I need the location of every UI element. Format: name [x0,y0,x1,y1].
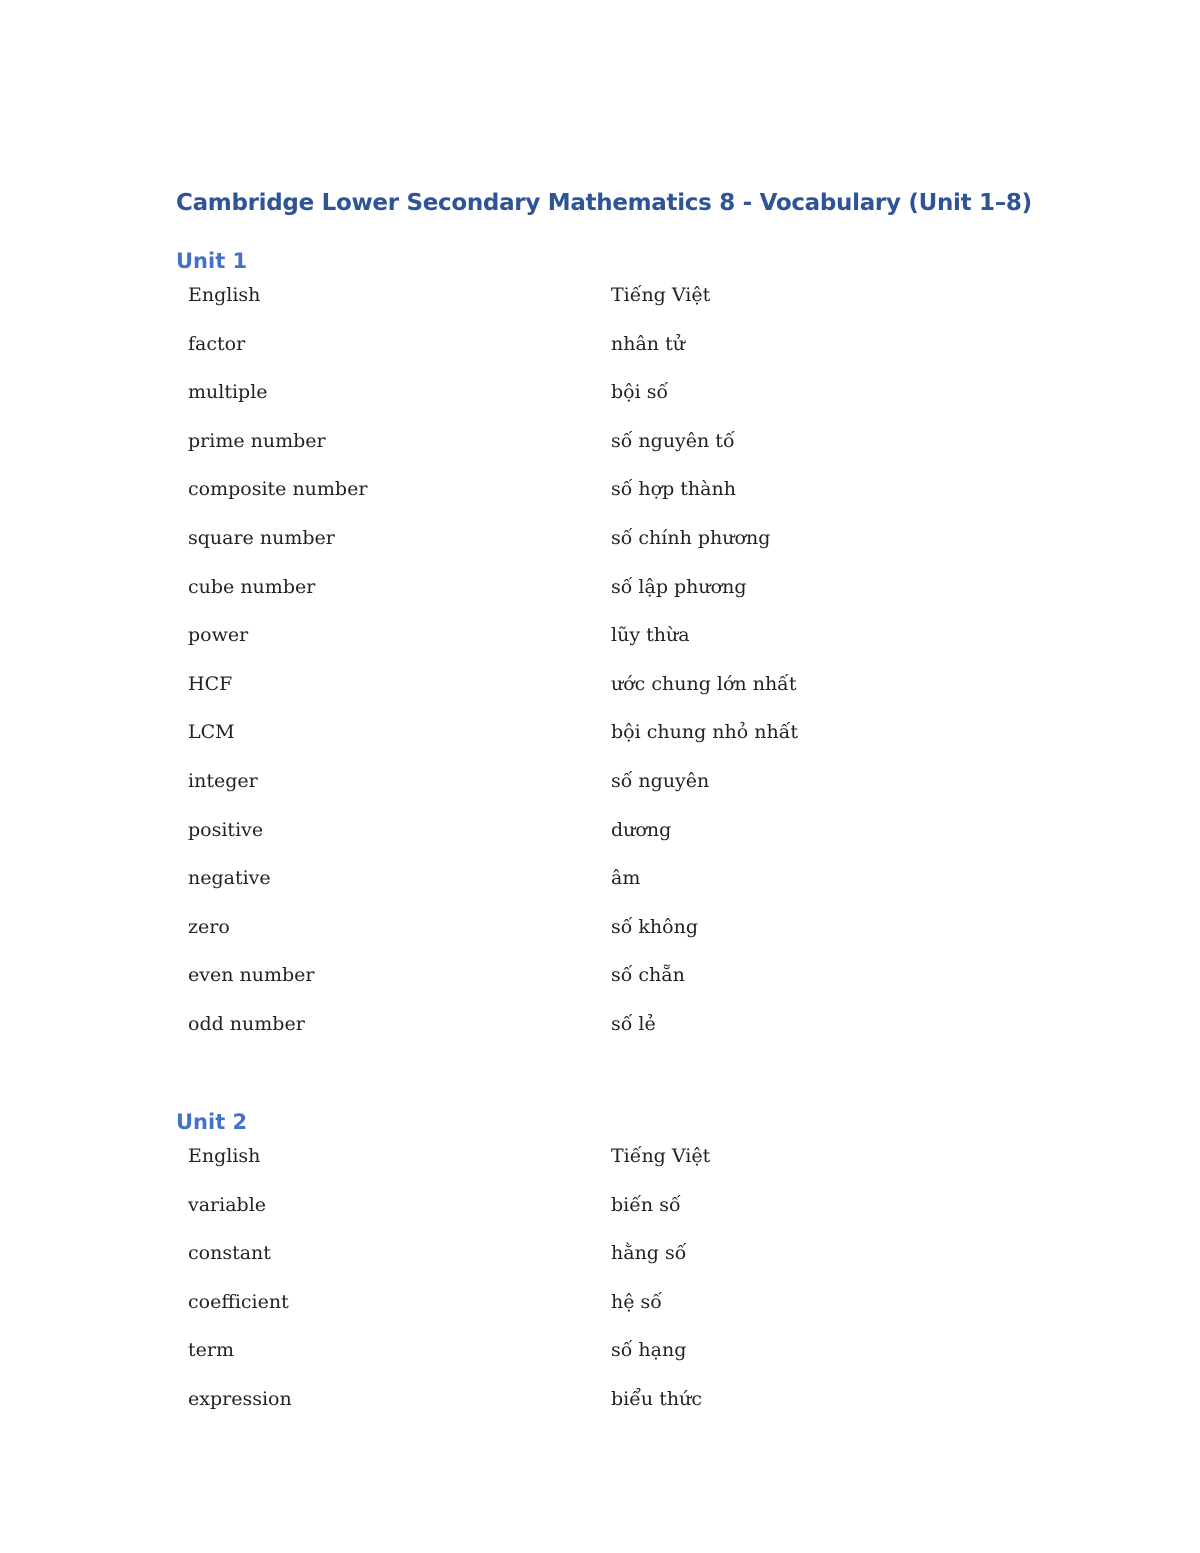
term-vietnamese: biến số [611,1193,681,1216]
unit-2-heading: Unit 2 [176,1110,248,1134]
term-english: even number [188,964,315,987]
term-english: variable [188,1193,267,1216]
table-row [188,1010,888,1059]
term-vietnamese: bội số [611,381,669,404]
term-english: HCF [188,672,233,695]
term-vietnamese: nhân tử [611,332,685,355]
table-row [188,330,888,379]
term-english: odd number [188,1012,305,1035]
table-row [188,524,888,573]
term-english: multiple [188,381,268,404]
term-english: negative [188,867,271,890]
term-english: coefficient [188,1290,289,1313]
term-vietnamese: số nguyên [611,769,710,792]
document-title: Cambridge Lower Secondary Mathematics 8 - Vocabulary (Unit 1–8) [176,190,1032,216]
term-english: constant [188,1242,271,1265]
term-vietnamese: số chẵn [611,964,685,987]
header-vietnamese: Tiếng Việt [611,1145,711,1167]
term-english: prime number [188,429,326,452]
unit-2-vocabulary-table [188,1142,888,1434]
table-row [188,621,888,670]
table-row [188,670,888,719]
unit-1-vocabulary-table [188,281,888,1059]
term-vietnamese: ước chung lớn nhất [611,672,797,695]
term-vietnamese: hệ số [611,1290,662,1313]
table-row [188,573,888,622]
table-row [188,816,888,865]
term-vietnamese: bội chung nhỏ nhất [611,721,798,744]
table-row [188,864,888,913]
header-english: English [188,284,261,306]
table-row [188,475,888,524]
table-row [188,1239,888,1288]
term-english: composite number [188,478,368,501]
term-vietnamese: âm [611,867,641,890]
term-vietnamese: số chính phương [611,526,771,549]
term-english: cube number [188,575,316,598]
term-english: factor [188,332,246,355]
header-english: English [188,1145,261,1167]
term-vietnamese: số nguyên tố [611,429,735,452]
table-header-row [188,281,888,330]
table-row [188,961,888,1010]
term-english: zero [188,915,230,938]
term-english: positive [188,818,264,841]
term-english: term [188,1339,234,1362]
header-vietnamese: Tiếng Việt [611,284,711,306]
table-row [188,378,888,427]
table-row [188,913,888,962]
term-vietnamese: số lập phương [611,575,747,598]
term-vietnamese: hằng số [611,1242,687,1265]
term-vietnamese: số lẻ [611,1012,656,1035]
term-vietnamese: số không [611,915,699,938]
term-english: expression [188,1387,292,1410]
term-vietnamese: số hợp thành [611,478,736,501]
table-header-row [188,1142,888,1191]
table-row [188,1385,888,1434]
term-vietnamese: số hạng [611,1339,687,1362]
term-english: LCM [188,721,235,744]
table-row [188,767,888,816]
table-row [188,1288,888,1337]
term-vietnamese: lũy thừa [611,624,690,647]
term-vietnamese: biểu thức [611,1387,702,1410]
unit-1-heading: Unit 1 [176,249,248,273]
term-english: integer [188,769,258,792]
table-row [188,718,888,767]
term-vietnamese: dương [611,818,672,841]
table-row [188,1336,888,1385]
term-english: power [188,624,249,647]
term-english: square number [188,526,335,549]
table-row [188,427,888,476]
table-row [188,1191,888,1240]
